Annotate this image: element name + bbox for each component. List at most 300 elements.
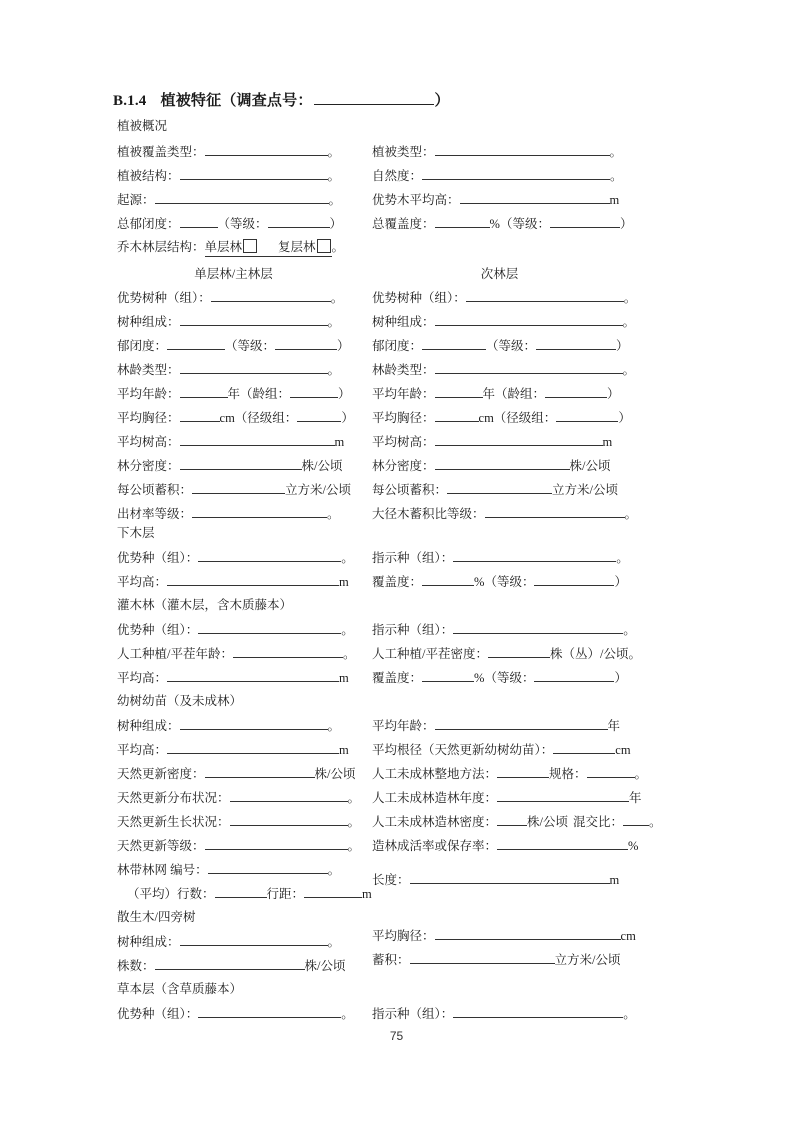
field-origin (117, 191, 341, 208)
field-label: 优势种（组）： (117, 622, 199, 637)
field-mid: （龄组： (240, 386, 291, 401)
field-blank[interactable] (167, 741, 339, 754)
field-mid: 混交比： (573, 814, 624, 829)
field-blank[interactable] (180, 313, 328, 326)
field-blank[interactable] (205, 143, 328, 156)
section-number: B.1.4 (113, 93, 147, 109)
field-blank-value[interactable] (422, 669, 474, 682)
field-mid: （等级： (499, 216, 550, 231)
field-tail: 。 (623, 1006, 636, 1021)
field-tree-layer-structure (117, 239, 344, 257)
field-label: 树种组成： (117, 718, 180, 733)
field-label: 天然更新分布状况： (117, 790, 230, 805)
field-large-timber-volume-ratio-grade (372, 505, 637, 522)
field-unit: 株/公顷 (527, 814, 568, 829)
field-tail: 。 (327, 168, 341, 183)
field-label: 指示种（组）： (372, 622, 454, 637)
field-mid: （等级： (484, 670, 535, 685)
field-blank-grade[interactable] (275, 337, 337, 350)
field-unit: 立方米/公顷 (552, 482, 618, 497)
field-blank[interactable] (192, 505, 327, 518)
field-blank[interactable] (497, 837, 628, 850)
field-blank[interactable] (435, 927, 621, 940)
field-label: 天然更新等级： (117, 838, 205, 853)
field-blank[interactable] (435, 313, 623, 326)
field-blank-dbhgroup[interactable] (297, 409, 341, 422)
field-label: 林带林网 编号： (117, 862, 208, 877)
field-label: 总郁闭度： (117, 216, 180, 231)
field-blank-mixratio[interactable] (623, 813, 649, 826)
field-unit: cm (219, 410, 235, 425)
field-label: 树种组成： (117, 934, 180, 949)
field-unit: 株/公顷 (314, 766, 356, 781)
field-tail: 。 (649, 814, 662, 829)
field-label: 株数： (117, 958, 155, 973)
field-blank-method[interactable] (497, 765, 549, 778)
field-tail: 。 (327, 144, 341, 159)
field-tail: 。 (634, 766, 648, 781)
field-unit: m (602, 434, 613, 449)
field-tail: 。 (341, 1006, 354, 1021)
field-tail: 。 (622, 362, 636, 377)
field-scattered-mean-dbh (372, 927, 636, 944)
field-blank[interactable] (205, 765, 315, 778)
field-blank-spacing[interactable] (304, 885, 362, 898)
field-blank[interactable] (180, 361, 328, 374)
group-label-overview (117, 118, 167, 134)
field-mean-dbh-main (117, 409, 354, 426)
field-unit: 株/公顷 (304, 958, 346, 973)
field-dominant-species-secondary (372, 289, 636, 306)
field-label: 每公顷蓄积： (372, 482, 448, 497)
field-tail: 。 (341, 622, 354, 637)
field-stand-density-secondary (372, 457, 611, 474)
field-mean-tree-height-secondary (372, 433, 612, 450)
field-blank[interactable] (410, 951, 555, 964)
field-label: 优势树种（组）： (372, 290, 466, 305)
field-blank[interactable] (453, 549, 616, 562)
field-label: 平均年龄： (372, 386, 435, 401)
field-tail: 。 (628, 646, 641, 661)
field-blank[interactable] (435, 361, 623, 374)
field-blank-value[interactable] (180, 385, 228, 398)
field-stand-density-main (117, 457, 343, 474)
field-blank[interactable] (180, 717, 328, 730)
field-mean-tree-height-main (117, 433, 344, 450)
field-tail: 。 (342, 646, 356, 661)
field-label: 郁闭度： (117, 338, 168, 353)
field-shrub-planting-coppice-age (117, 645, 356, 662)
field-blank[interactable] (447, 481, 552, 494)
field-mean-age-main (117, 385, 351, 402)
field-mid: （径级组： (234, 410, 298, 425)
field-label: 人工种植/平茬密度： (372, 646, 488, 661)
subheader-text: 单层林/主林层 (194, 267, 273, 281)
field-label: 树种组成： (117, 314, 180, 329)
field-mean-dbh-secondary (372, 409, 631, 426)
section-title: 植被特征（调查点号： (160, 93, 313, 109)
field-mid: （径级组： (493, 410, 557, 425)
field-understory-mean-height (117, 573, 349, 590)
field-timber-yield-grade-main (117, 505, 340, 522)
field-blank[interactable] (198, 1005, 341, 1018)
field-blank[interactable] (435, 433, 603, 446)
field-blank[interactable] (410, 871, 610, 884)
field-unit: m (609, 192, 620, 207)
field-tail: 。 (330, 290, 344, 305)
field-blank[interactable] (230, 789, 348, 802)
field-label: 长度： (372, 872, 410, 887)
field-total-canopy-density (117, 215, 342, 232)
field-unestablished-plantation-site-prep (372, 765, 647, 782)
survey-point-number-blank[interactable] (314, 89, 434, 105)
field-label: 平均高： (117, 742, 168, 757)
field-blank[interactable] (205, 837, 348, 850)
field-blank-value[interactable] (180, 409, 220, 422)
field-sapling-mean-root-diameter (372, 741, 631, 758)
field-unit: cm (615, 742, 631, 757)
field-unit: m (339, 742, 349, 757)
field-label: 植被覆盖类型： (117, 144, 205, 159)
field-blank[interactable] (211, 289, 331, 302)
field-blank-value[interactable] (435, 409, 479, 422)
field-label: 人工未成林造林密度： (372, 814, 498, 829)
field-blank-grade[interactable] (268, 215, 330, 228)
single-layer-label: 单层林 (204, 240, 243, 254)
field-unit: m (609, 872, 620, 887)
group-label-text: 灌木林（灌木层，含木质藤本） (117, 598, 293, 612)
field-blank[interactable] (155, 957, 305, 970)
section-heading (113, 89, 450, 110)
field-unit: % (489, 216, 500, 231)
field-dominant-species-main (117, 289, 343, 306)
field-label: 林分密度： (117, 458, 180, 473)
field-label: 指示种（组）： (372, 1006, 454, 1021)
field-tail: ） (619, 216, 633, 231)
field-label: 起源： (117, 192, 155, 207)
field-shrub-planting-coppice-density (372, 645, 641, 662)
field-herb-indicator-species (372, 1005, 636, 1022)
field-tail: 。 (327, 506, 340, 521)
field-blank[interactable] (435, 457, 570, 470)
field-tail: 。 (331, 240, 345, 254)
field-mid: （等级： (225, 338, 276, 353)
field-blank-grade[interactable] (534, 669, 614, 682)
group-label-herb (117, 981, 242, 997)
field-label: 人工种植/平茬年龄： (117, 646, 233, 661)
field-unit: % (474, 670, 485, 685)
field-unestablished-plantation-year (372, 789, 642, 806)
field-tail: 。 (609, 144, 623, 159)
field-label: 总覆盖度： (372, 216, 435, 231)
group-label-understory (117, 525, 155, 541)
field-unit: 年 (607, 718, 621, 733)
field-tail: ） (341, 410, 354, 425)
field-label: 天然更新生长状况： (117, 814, 230, 829)
field-volume-per-hectare-secondary (372, 481, 618, 498)
field-scattered-tree-count (117, 957, 346, 974)
group-label-text: 植被概况 (117, 119, 168, 133)
field-mid: （等级： (217, 216, 268, 231)
field-blank-agegroup[interactable] (290, 385, 338, 398)
field-shelterbelt-length (372, 871, 619, 888)
field-blank-grade[interactable] (536, 337, 616, 350)
field-label: 平均年龄： (117, 386, 180, 401)
field-blank[interactable] (460, 191, 610, 204)
subheader-secondary-layer (372, 264, 627, 282)
field-blank-grade[interactable] (550, 215, 620, 228)
field-shrub-dominant-species (117, 621, 354, 638)
field-total-coverage (372, 215, 632, 232)
field-blank-grade[interactable] (534, 573, 614, 586)
field-label: 优势木平均高： (372, 192, 460, 207)
group-label-sapling (117, 693, 242, 709)
field-unit: 年 (482, 386, 496, 401)
field-blank-dbhgroup[interactable] (556, 409, 618, 422)
field-blank-value[interactable] (180, 215, 218, 228)
field-label: 平均树高： (117, 434, 180, 449)
field-mean-age-secondary (372, 385, 620, 402)
field-shelterbelt-rows-spacing (127, 885, 372, 902)
field-unit: m (362, 886, 372, 901)
field-tail: 。 (341, 550, 354, 565)
field-label: 天然更新密度： (117, 766, 205, 781)
multi-layer-label: 复层林 (278, 240, 316, 254)
field-tail: 。 (616, 550, 629, 565)
field-blank[interactable] (485, 505, 625, 518)
field-blank-agegroup[interactable] (545, 385, 607, 398)
field-unit: % (474, 574, 485, 589)
field-blank[interactable] (488, 645, 550, 658)
field-understory-indicator-species (372, 549, 629, 566)
field-sapling-mean-age (372, 717, 620, 734)
field-scattered-species-composition (117, 933, 340, 950)
field-label: 优势种（组）： (117, 1006, 199, 1021)
field-blank[interactable] (155, 191, 329, 204)
field-blank[interactable] (497, 789, 629, 802)
field-understory-coverage (372, 573, 627, 590)
field-shrub-mean-height (117, 669, 349, 686)
field-label: 优势树种（组）： (117, 290, 211, 305)
field-shelterbelt-number (117, 861, 340, 878)
field-label: 平均胸径： (372, 928, 435, 943)
field-blank[interactable] (180, 457, 302, 470)
field-unit: cm (620, 928, 636, 943)
section-title-close: ） (434, 93, 450, 109)
field-tail: 。 (327, 862, 341, 877)
field-tail: ） (614, 574, 627, 589)
field-tail: 。 (347, 838, 361, 853)
field-tail: ） (616, 338, 629, 353)
field-blank[interactable] (208, 861, 328, 874)
field-blank[interactable] (180, 167, 328, 180)
field-label: 林龄类型： (117, 362, 180, 377)
field-blank[interactable] (167, 669, 339, 682)
field-vegetation-cover-type (117, 143, 340, 160)
multi-layer-checkbox[interactable] (317, 239, 331, 253)
field-label: 植被结构： (117, 168, 180, 183)
field-tail: 。 (327, 362, 341, 377)
field-blank[interactable] (192, 481, 285, 494)
page-number: 75 (389, 1029, 404, 1043)
subheader-text: 次林层 (480, 267, 519, 281)
field-blank-value[interactable] (422, 573, 474, 586)
field-blank[interactable] (198, 621, 341, 634)
field-unit: 年 (227, 386, 241, 401)
field-blank[interactable] (553, 741, 615, 754)
field-blank[interactable] (198, 549, 341, 562)
field-dominant-tree-mean-height (372, 191, 619, 208)
field-label: 平均根径（天然更新幼树幼苗）： (372, 742, 554, 757)
field-blank[interactable] (435, 717, 608, 730)
field-blank[interactable] (180, 433, 335, 446)
field-natural-regeneration-grade (117, 837, 360, 854)
field-mid: （等级： (486, 338, 537, 353)
field-unit: 立方米/公顷 (285, 482, 351, 497)
field-shrub-coverage (372, 669, 627, 686)
field-tail: ） (337, 338, 350, 353)
field-blank[interactable] (453, 1005, 623, 1018)
field-unit: % (628, 838, 639, 853)
field-sapling-mean-height (117, 741, 349, 758)
field-sapling-species-composition (117, 717, 340, 734)
field-unit: 年 (629, 790, 642, 805)
field-label: 人工未成林造林年度： (372, 790, 498, 805)
field-unit: m (334, 434, 345, 449)
field-label: 优势种（组）： (117, 550, 199, 565)
field-tail: ） (338, 386, 351, 401)
field-tail: ） (618, 410, 631, 425)
field-unit: 株/公顷 (301, 458, 343, 473)
field-label: 平均高： (117, 574, 168, 589)
field-label: 平均胸径： (117, 410, 180, 425)
field-label: （平均）行数： (127, 886, 215, 901)
field-label: 自然度： (372, 168, 423, 183)
field-blank[interactable] (453, 621, 623, 634)
field-blank-density[interactable] (497, 813, 527, 826)
field-label: 平均高： (117, 670, 168, 685)
field-label: 覆盖度： (372, 574, 423, 589)
field-label: 出材率等级： (117, 506, 193, 521)
field-blank-spec[interactable] (587, 765, 635, 778)
field-label: 大径木蓄积比等级： (372, 506, 485, 521)
field-tail: 。 (347, 814, 361, 829)
field-age-type-secondary (372, 361, 635, 378)
field-blank-value[interactable] (422, 337, 486, 350)
field-canopy-density-secondary (372, 337, 629, 354)
field-tail: 。 (624, 506, 638, 521)
field-herb-dominant-species (117, 1005, 354, 1022)
field-natural-regeneration-distribution (117, 789, 360, 806)
field-label: 林分密度： (372, 458, 435, 473)
field-unit: cm (478, 410, 494, 425)
field-tail: 。 (623, 290, 637, 305)
field-label: 平均胸径： (372, 410, 435, 425)
field-mid: （等级： (484, 574, 535, 589)
field-unit: 立方米/公顷 (554, 952, 621, 967)
field-blank[interactable] (233, 645, 343, 658)
field-tail: ） (614, 670, 627, 685)
field-mid: 规格： (549, 766, 587, 781)
field-canopy-density-main (117, 337, 350, 354)
group-label-text: 幼树幼苗（及未成林） (117, 694, 243, 708)
field-label: 乔木林层结构： (117, 240, 205, 254)
field-unestablished-plantation-density (372, 813, 662, 830)
field-tail: 。 (328, 192, 342, 207)
group-label-shrub (117, 597, 292, 613)
field-label: 每公顷蓄积： (117, 482, 193, 497)
field-label: 树种组成： (372, 314, 435, 329)
field-label: 平均年龄： (372, 718, 435, 733)
field-scattered-volume (372, 951, 621, 968)
field-blank[interactable] (167, 573, 339, 586)
field-age-type-main (117, 361, 340, 378)
field-label: 蓄积： (372, 952, 410, 967)
field-tail: 。 (622, 314, 636, 329)
single-layer-checkbox[interactable] (243, 239, 257, 253)
group-label-scattered-trees (117, 909, 195, 925)
subheader-single-main-layer (117, 264, 350, 282)
field-blank-value[interactable] (167, 337, 225, 350)
field-label: 覆盖度： (372, 670, 423, 685)
field-tail: 。 (327, 934, 341, 949)
field-label: 造林成活率或保存率： (372, 838, 498, 853)
field-label: 林龄类型： (372, 362, 435, 377)
single-layer-option[interactable] (205, 239, 332, 257)
field-mid: （龄组： (495, 386, 546, 401)
field-unit: m (339, 670, 349, 685)
field-tail: ） (607, 386, 620, 401)
field-unit: 株（丛）/公顷 (549, 646, 629, 661)
field-blank-rows[interactable] (215, 885, 267, 898)
field-blank-value[interactable] (435, 215, 490, 228)
field-blank[interactable] (422, 167, 610, 180)
field-understory-dominant-species (117, 549, 354, 566)
field-afforestation-survival-rate (372, 837, 638, 854)
field-vegetation-structure (117, 167, 340, 184)
field-vegetation-type (372, 143, 622, 160)
field-natural-regeneration-growth (117, 813, 360, 830)
field-mid: 行距： (266, 886, 305, 901)
field-tail: 。 (327, 314, 341, 329)
group-label-text: 下木层 (117, 526, 155, 540)
field-blank[interactable] (466, 289, 624, 302)
field-tail: 。 (327, 718, 341, 733)
field-tail: 。 (623, 622, 636, 637)
field-blank[interactable] (230, 813, 348, 826)
field-tail: 。 (610, 168, 623, 183)
field-blank[interactable] (435, 143, 610, 156)
field-label: 平均树高： (372, 434, 435, 449)
field-naturalness (372, 167, 623, 184)
field-blank[interactable] (180, 933, 328, 946)
field-species-composition-main (117, 313, 340, 330)
field-unit: 株/公顷 (569, 458, 611, 473)
field-species-composition-secondary (372, 313, 635, 330)
field-tail: 。 (347, 790, 361, 805)
field-volume-per-hectare-main (117, 481, 351, 498)
field-label: 郁闭度： (372, 338, 423, 353)
field-blank-value[interactable] (435, 385, 483, 398)
group-label-text: 散生木/四旁树 (117, 910, 196, 924)
field-label: 指示种（组）： (372, 550, 454, 565)
field-label: 人工未成林整地方法： (372, 766, 498, 781)
field-label: 植被类型： (372, 144, 435, 159)
field-unit: m (339, 574, 349, 589)
group-label-text: 草本层（含草质藤本） (117, 982, 243, 996)
field-natural-regeneration-density (117, 765, 356, 782)
field-shrub-indicator-species (372, 621, 636, 638)
